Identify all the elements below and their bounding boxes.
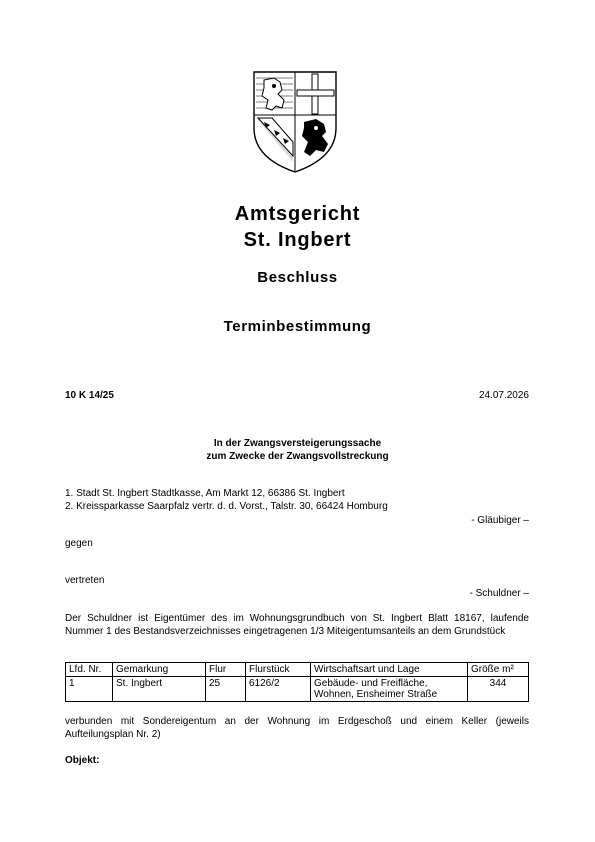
creditor-1: 1. Stadt St. Ingbert Stadtkasse, Am Markt 12, 66386 St. Ingbert [65,488,345,499]
cell-gemarkung: St. Ingbert [113,677,206,702]
unit-paragraph: verbunden mit Sondereigentum an der Wohnung im Erdgeschoß und einem Keller (jeweils Aufteilungsplan Nr. 2) [65,716,529,740]
proceeding-line1: In der Zwangsversteigerungssache [213,438,382,449]
cell-flur: 25 [206,677,246,702]
column-header-gemarkung: Gemarkung [113,663,206,677]
represented-label: vertreten [65,575,105,586]
table-row [66,677,529,702]
document-type: Beschluss [257,269,338,286]
court-name-line2: St. Ingbert [243,229,352,251]
against-label: gegen [65,538,93,549]
debtor-role-label: - Schuldner – [469,588,529,599]
column-header-lfd-nr: Lfd. Nr. [66,663,113,677]
cell-lage: Gebäude- und Freifläche, Wohnen, Ensheimer Straße [311,677,468,702]
creditor-role-label: - Gläubiger – [471,515,529,526]
document-date: 24.07.2026 [478,390,529,401]
proceeding-line2: zum Zwecke der Zwangsvollstreckung [206,451,389,462]
document-subject: Terminbestimmung [223,318,372,335]
cell-lfd-nr: 1 [66,677,113,702]
object-label: Objekt: [65,755,100,766]
parcel-table [65,662,529,702]
file-number: 10 K 14/25 [65,390,114,401]
creditor-2: 2. Kreissparkasse Saarpfalz vertr. d. d. Vorst., Talstr. 30, 66424 Homburg [65,501,388,512]
column-header-groesse: Größe m² [468,663,529,677]
column-header-flur: Flur [206,663,246,677]
column-header-flurstueck: Flurstück [246,663,311,677]
ownership-paragraph: Der Schuldner ist Eigentümer des im Wohnungsgrundbuch von St. Ingbert Blatt 18167, laufende Nummer 1 des Bestandsverzeichnisses eingetragenen 1/3 Miteigentumsanteils an dem Grundstück [65,613,529,637]
cell-groesse: 344 [468,677,529,702]
cell-flurstueck: 6126/2 [246,677,311,702]
court-name-line1: Amtsgericht [234,203,361,225]
saarland-coat-of-arms-icon [252,70,338,174]
column-header-lage: Wirtschaftsart und Lage [311,663,468,677]
table-header-row [66,663,529,677]
